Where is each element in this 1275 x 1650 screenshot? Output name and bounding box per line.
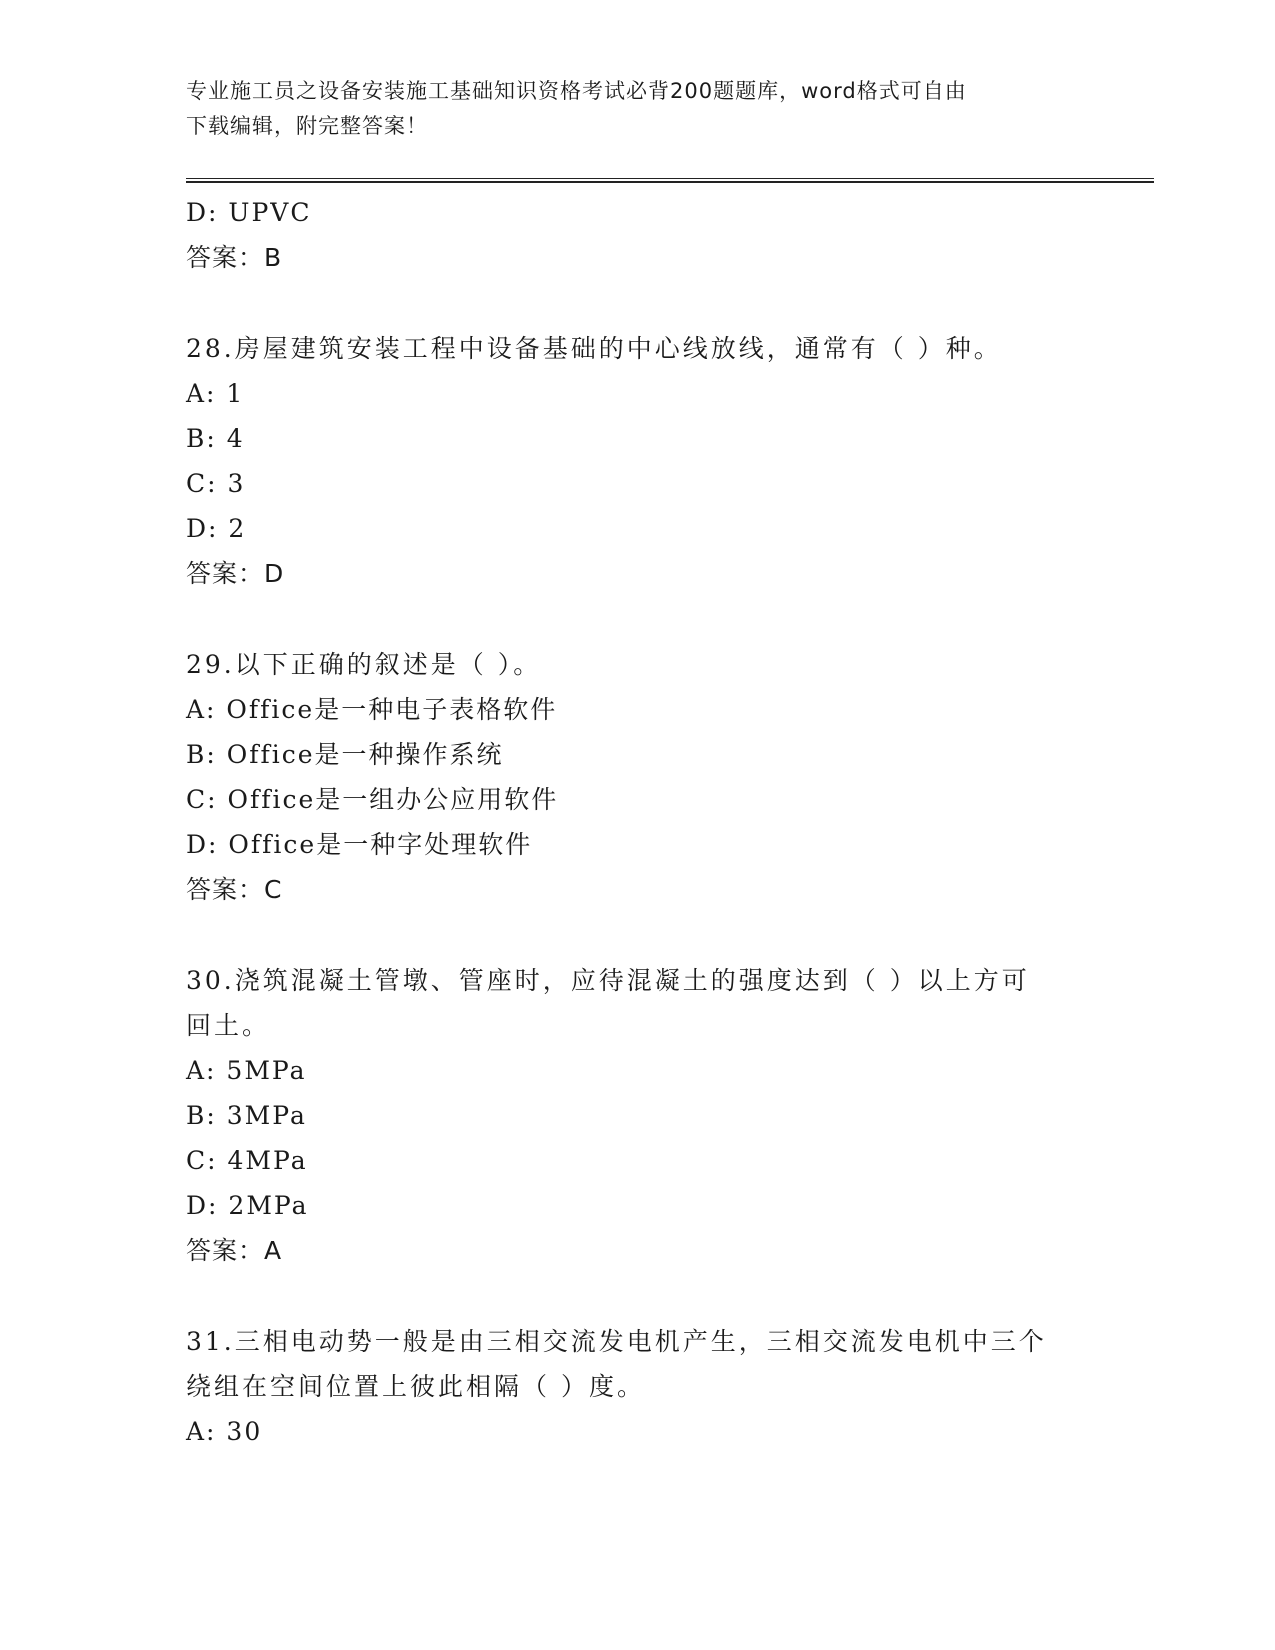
- question-stem-line-2: 回土。: [186, 1011, 271, 1040]
- option-b: B: Office是一种操作系统: [186, 740, 504, 769]
- question-list: [186, 190, 1086, 1454]
- option-a: A: 30: [186, 1417, 263, 1446]
- question-stem-line-1: 31.三相电动势一般是由三相交流发电机产生，三相交流发电机中三个: [186, 1327, 1047, 1356]
- question-28: [186, 326, 1086, 596]
- option-b: B: 4: [186, 424, 245, 453]
- option-d: D: 2: [186, 514, 247, 543]
- option-a: A: 1: [186, 379, 245, 408]
- header-line-1: 专业施工员之设备安装施工基础知识资格考试必背200题题库，word格式可自由: [186, 79, 967, 103]
- question-31: [186, 1319, 1086, 1454]
- header-line-2: 下载编辑，附完整答案！: [186, 114, 428, 138]
- question-stem-line-1: 30.浇筑混凝土管墩、管座时，应待混凝土的强度达到（ ）以上方可: [186, 966, 1030, 995]
- question-27-tail: [186, 190, 1086, 280]
- answer-line: 答案：A: [186, 1236, 283, 1265]
- answer-line: 答案：B: [186, 243, 283, 272]
- answer-line: 答案：C: [186, 875, 283, 904]
- document-header: [186, 74, 1066, 144]
- option-d: D: UPVC: [186, 198, 312, 227]
- question-29: [186, 642, 1086, 912]
- question-30: [186, 958, 1086, 1273]
- option-c: C: 4MPa: [186, 1146, 308, 1175]
- option-c: C: 3: [186, 469, 246, 498]
- option-d: D: Office是一种字处理软件: [186, 830, 533, 859]
- option-d: D: 2MPa: [186, 1191, 309, 1220]
- header-divider: [186, 178, 1154, 183]
- question-stem-line-2: 绕组在空间位置上彼此相隔（ ）度。: [186, 1372, 645, 1401]
- option-a: A: Office是一种电子表格软件: [186, 695, 558, 724]
- option-b: B: 3MPa: [186, 1101, 307, 1130]
- question-stem: 29.以下正确的叙述是（ ）。: [186, 650, 542, 679]
- option-a: A: 5MPa: [186, 1056, 307, 1085]
- question-stem: 28.房屋建筑安装工程中设备基础的中心线放线，通常有（ ）种。: [186, 334, 1002, 363]
- option-c: C: Office是一组办公应用软件: [186, 785, 559, 814]
- answer-line: 答案：D: [186, 559, 285, 588]
